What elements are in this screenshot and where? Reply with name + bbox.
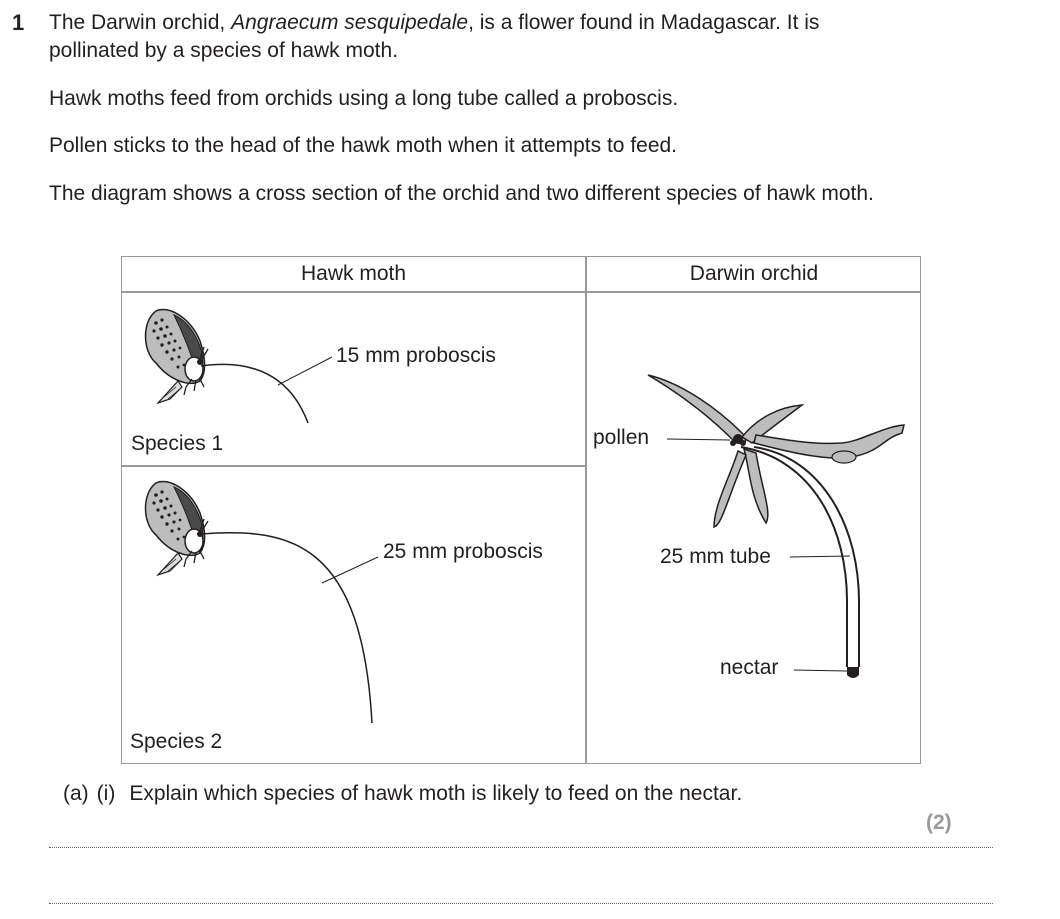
paragraph-diagram-intro: The diagram shows a cross section of the orchid and two different species of hawk moth. [49,182,874,205]
darwin-orchid-icon [648,375,904,678]
proboscis-15mm-label: 15 mm proboscis [336,344,496,367]
proboscis-25mm-label: 25 mm proboscis [383,540,543,563]
question-number: 1 [12,10,25,35]
sub-part-label: (i) [96,782,116,805]
diagram-illustrations [122,257,922,765]
diagram-table [121,256,921,764]
moth-species-1-icon [146,309,333,423]
intro-text-start: The Darwin orchid, [49,11,232,34]
part-label: (a) [63,782,89,805]
question-a-i [63,782,742,806]
intro-text-end: , is a flower found in Madagascar. It is pollinated by a species of hawk moth. [49,11,820,62]
header-hawk-moth: Hawk moth [300,262,407,285]
paragraph-pollen: Pollen sticks to the head of the hawk moth when it attempts to feed. [49,134,678,157]
question-text: Explain which species of hawk moth is likely to feed on the nectar. [129,782,743,805]
species-1-label: Species 1 [131,432,224,455]
marks-label: (2) [926,811,952,834]
header-darwin-orchid: Darwin orchid [689,262,819,285]
paragraph-feeding: Hawk moths feed from orchids using a long tube called a proboscis. [49,87,679,110]
answer-line-2[interactable] [49,903,993,904]
answer-line-1[interactable] [49,847,993,848]
intro-paragraph [49,9,909,65]
species-name: Angraecum sesquipedale [231,11,469,34]
moth-species-2-icon [146,481,379,723]
species-2-label: Species 2 [130,730,223,753]
pollen-label: pollen [593,426,650,449]
nectar-label: nectar [720,656,779,679]
tube-label: 25 mm tube [660,545,771,568]
